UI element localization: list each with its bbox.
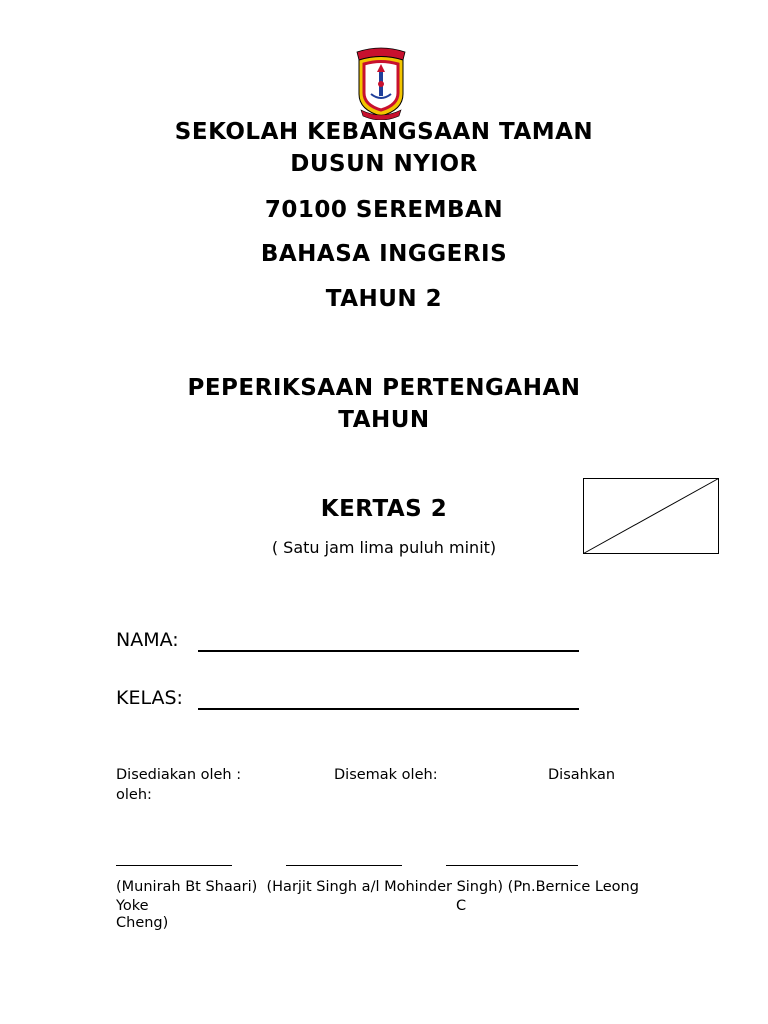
exam-title-line2: TAHUN [338, 407, 430, 433]
approved-by-label: Disahkan [548, 767, 616, 783]
signatory-names-line2-right: C [456, 898, 467, 914]
signatory-names-line1: (Munirah Bt Shaari) (Harjit Singh a/l Mohinder Singh) (Pn.Bernice Leong [116, 879, 639, 895]
prepared-by-label: Disediakan oleh : [116, 767, 242, 783]
class-label: KELAS: [116, 687, 183, 709]
name-label: NAMA: [116, 629, 179, 651]
marks-box [583, 478, 719, 554]
exam-duration: ( Satu jam lima puluh minit) [271, 538, 497, 557]
class-field-line[interactable] [198, 708, 579, 710]
school-address: 70100 SEREMBAN [264, 197, 504, 223]
signatory-names-line2-left: Yoke [116, 898, 149, 914]
signatory-names-line3: Cheng) [116, 915, 169, 931]
signature-line-prepared [116, 865, 232, 866]
subject-title: BAHASA INGGERIS [260, 241, 508, 267]
signature-line-checked [286, 865, 402, 866]
name-field-line[interactable] [198, 650, 579, 652]
school-crest-icon [353, 44, 409, 120]
paper-number: KERTAS 2 [320, 496, 448, 522]
checked-by-label: Disemak oleh: [334, 767, 438, 783]
approved-by-label-cont: oleh: [116, 787, 152, 803]
signature-line-approved [446, 865, 578, 866]
school-name-line2: DUSUN NYIOR [290, 151, 478, 177]
year-title: TAHUN 2 [325, 286, 443, 312]
exam-title-line1: PEPERIKSAAN PERTENGAHAN [187, 375, 581, 401]
school-name-line1: SEKOLAH KEBANGSAAN TAMAN [174, 119, 594, 145]
